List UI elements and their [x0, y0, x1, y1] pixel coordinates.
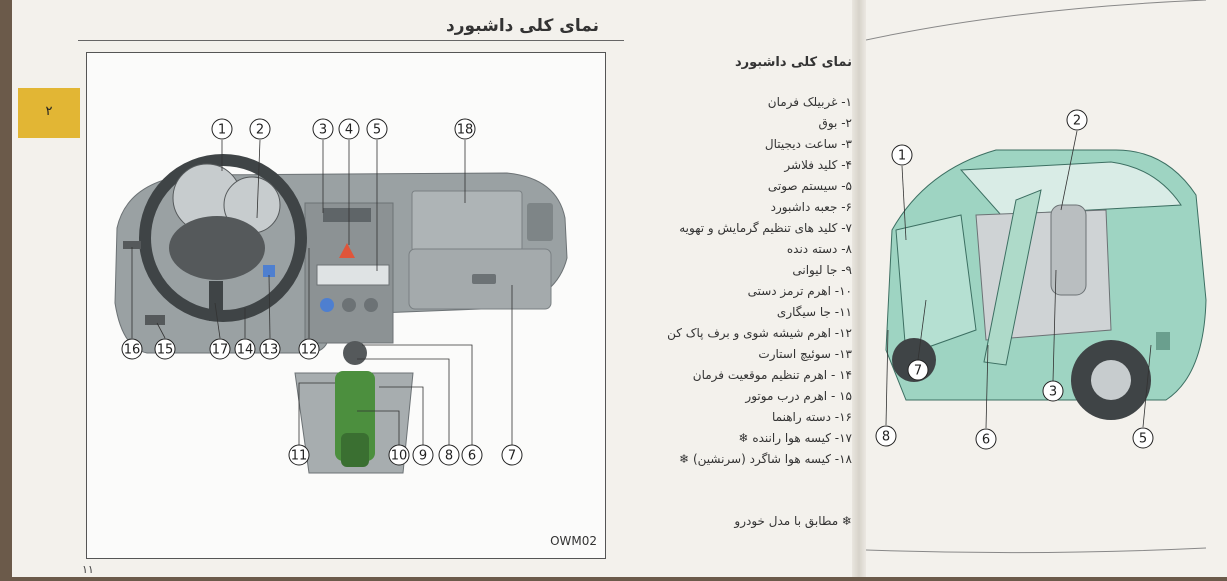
svg-text:6: 6 [467, 448, 477, 464]
hvac-knob-right [364, 298, 378, 312]
svg-text:6: 6 [981, 432, 991, 448]
front-door [896, 215, 976, 355]
legend [638, 55, 852, 470]
callout-1 [212, 119, 232, 139]
legend-item: ۱۷- کیسه هوا راننده ❄ [738, 431, 852, 445]
callout-12 [299, 339, 319, 359]
dashboard-figure [86, 52, 606, 559]
svg-text:8: 8 [881, 429, 891, 445]
svg-text:17: 17 [211, 342, 229, 358]
svg-text:5: 5 [372, 122, 382, 138]
legend-item: ۷- کلید های تنظیم گرمایش و تهویه [679, 221, 852, 235]
fuel-door [1156, 332, 1170, 350]
svg-text:13: 13 [261, 342, 279, 358]
callout-6 [976, 429, 996, 449]
svg-text:10: 10 [390, 448, 408, 464]
callout-3 [1043, 381, 1063, 401]
callout-2 [1067, 110, 1087, 130]
legend-item: ۱۲- اهرم شیشه شوی و برف پاک کن [667, 326, 852, 340]
svg-text:4: 4 [344, 122, 354, 138]
svg-text:2: 2 [1072, 113, 1082, 129]
heading-rule [78, 40, 624, 41]
legend-title: نمای کلی داشبورد [735, 55, 852, 70]
page-title: نمای کلی داشبورد [446, 16, 599, 36]
page-curve-top [866, 0, 1206, 40]
steering-column [209, 281, 223, 321]
callout-17 [210, 339, 230, 359]
callout-15 [155, 339, 175, 359]
legend-item: ۹- جا لیوانی [792, 263, 852, 277]
callout-7 [502, 445, 522, 465]
callout-10 [389, 445, 409, 465]
svg-text:11: 11 [290, 448, 308, 464]
legend-item: ۳- ساعت دیجیتال [764, 137, 852, 151]
callout-14 [235, 339, 255, 359]
seat [1051, 205, 1086, 295]
digital-clock [323, 208, 371, 222]
steering-hub [169, 216, 265, 280]
car-illustration [866, 0, 1227, 577]
svg-text:12: 12 [300, 342, 318, 358]
callout-8 [439, 445, 459, 465]
legend-item: ۶- جعبه داشبورد [770, 200, 852, 214]
legend-item: ۸- دسته دنده [786, 242, 852, 256]
legend-item: ۱۵ - اهرم درب موتور [745, 389, 852, 403]
legend-item: ۱۳- سوئیچ استارت [758, 347, 852, 361]
svg-text:3: 3 [318, 122, 328, 138]
hood-release [145, 315, 165, 325]
svg-text:1: 1 [217, 122, 227, 138]
callout-11 [289, 445, 309, 465]
svg-text:16: 16 [123, 342, 141, 358]
svg-text:7: 7 [507, 448, 517, 464]
svg-text:14: 14 [236, 342, 254, 358]
legend-item: ۱۶- دسته راهنما [772, 410, 852, 424]
legend-item: ۱۱- جا سیگاری [776, 305, 852, 319]
page-number: ۱۱ [82, 563, 94, 576]
svg-text:18: 18 [456, 122, 474, 138]
side-vent [527, 203, 553, 241]
chapter-number: ۲ [45, 104, 53, 119]
svg-text:15: 15 [156, 342, 174, 358]
callout-4 [339, 119, 359, 139]
svg-text:5: 5 [1138, 431, 1148, 447]
svg-text:9: 9 [418, 448, 428, 464]
callout-3 [313, 119, 333, 139]
legend-item: ۱۸- کیسه هوا شاگرد (سرنشین) ❄ [679, 452, 852, 466]
callout-7 [908, 360, 928, 380]
callout-18 [455, 119, 475, 139]
callout-2 [250, 119, 270, 139]
legend-item: ۱۴ - اهرم تنظیم موقعیت فرمان [692, 368, 852, 382]
callout-8 [876, 426, 896, 446]
glove-box-lid [412, 191, 522, 251]
callout-9 [413, 445, 433, 465]
dashboard-illustration [87, 53, 605, 558]
svg-text:1: 1 [897, 148, 907, 164]
legend-item: ۵- سیستم صوتی [767, 179, 852, 193]
rear-hub [1091, 360, 1131, 400]
callout-6 [462, 445, 482, 465]
svg-text:8: 8 [444, 448, 454, 464]
callout-1 [892, 145, 912, 165]
legend-item: ۱- غربیلک فرمان [767, 95, 852, 109]
svg-text:2: 2 [255, 122, 265, 138]
figure-code: OWM02 [550, 534, 597, 548]
callout-13 [260, 339, 280, 359]
page-curve-bottom [866, 548, 1206, 553]
svg-text:3: 3 [1048, 384, 1058, 400]
hvac-knob-left [320, 298, 334, 312]
callout-5 [367, 119, 387, 139]
legend-item: ۴- کلید فلاشر [784, 158, 852, 172]
handbrake [341, 433, 369, 467]
glove-box-handle [472, 274, 496, 284]
callout-16 [122, 339, 142, 359]
right-page [866, 0, 1227, 577]
audio-system [317, 265, 389, 285]
legend-item: ۱۰- اهرم ترمز دستی [747, 284, 852, 298]
book-gutter [852, 0, 866, 577]
svg-text:7: 7 [913, 363, 923, 379]
hvac-knob-center [342, 298, 356, 312]
legend-note: ❄ مطابق با مدل خودرو [734, 514, 852, 528]
legend-item: ۲- بوق [818, 116, 852, 130]
callout-5 [1133, 428, 1153, 448]
